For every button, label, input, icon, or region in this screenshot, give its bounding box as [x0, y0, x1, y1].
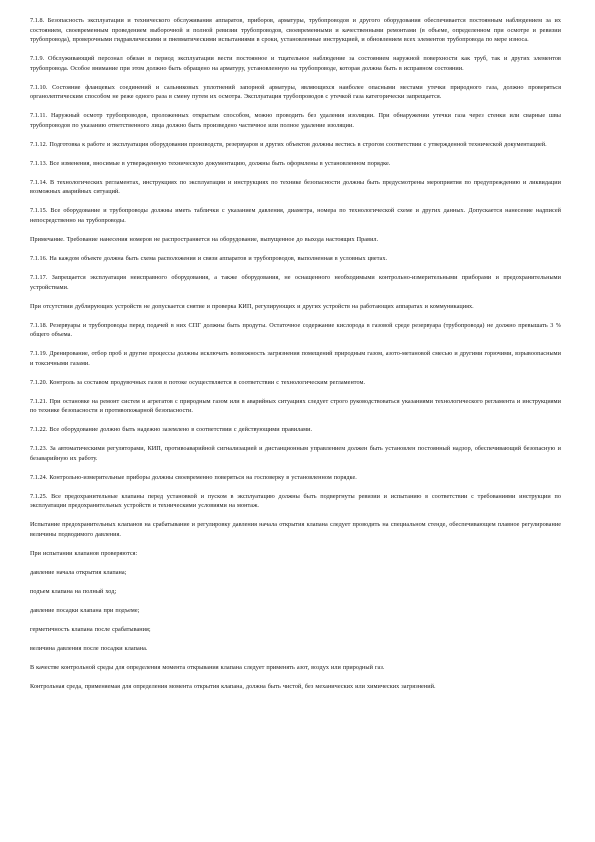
paragraph-7-1-11: 7.1.11. Наружный осмотр трубопроводов, проложенных открытым способом, можно проводить без удаления изоляции. При обнаружении утечки газа через стенки или сварные швы трубопроводов по указанию ответственного лица должно быть произведено частичное или полное удаление изоляции.: [30, 112, 561, 129]
paragraph-7-1-21: 7.1.21. При остановке на ремонт систем и агрегатов с природным газом или в аварийных ситуациях следует строго руководствоваться указаниями технологического регламента и инструкциями по технике безопасности и противопожарной безопасности.: [30, 397, 561, 415]
paragraph-7-1-24: 7.1.24. Контрольно-измерительные приборы должны своевременно поверяться на госповерку в установленном порядке.: [30, 473, 357, 481]
list-item-opening-pressure: давление начала открытия клапана;: [30, 568, 127, 576]
paragraph-7-1-8: 7.1.8. Безопасность эксплуатации и технического обслуживания аппаратов, приборов, арматуры, трубопроводов и другого оборудования обеспечивается постоянным наблюдением за их состоянием, своевременным проведением выборочной и полной ревизии трубопроводов, своевременными и качественными ремонтами (в объеме, определенном при осмотре и ревизии трубопровода), проверочными гидравлическими и пневматическими испытаниями в сроки, установленные инструкцией, и обновлением всех элементов трубопровода по мере износа.: [30, 17, 561, 44]
paragraph-7-1-18: 7.1.18. Резервуары и трубопроводы перед подачей в них СПГ должны быть продуты. Остаточное содержание кислорода в газовой среде резервуара (трубопровода) не должно превышать 3 % общего объема.: [30, 321, 561, 339]
paragraph-control-medium-purity: Контрольная среда, применяемая для определения момента открытия клапана, должна быть чистой, без механических или химических загрязнений.: [30, 682, 436, 690]
list-item-tightness: герметичность клапана после срабатывания;: [30, 625, 151, 633]
paragraph-7-1-25: 7.1.25. Все предохранительные клапаны перед установкой и пуском в эксплуатацию должны быть подвергнуты ревизии и испытанию в соответствии с требованиями инструкции по эксплуатации предохранительных устройств и техническими условиями на монтаж.: [30, 492, 561, 510]
paragraph-valve-test-stand: Испытание предохранительных клапанов на срабатывание и регулировку давления начала открытия клапана следует проводить на специальном стенде, обеспечивающем плавное регулирование величины подводимого давления.: [30, 521, 561, 538]
paragraph-7-1-22: 7.1.22. Все оборудование должно быть надежно заземлено в соответствии с действующими правилами.: [30, 426, 313, 434]
paragraph-7-1-15: 7.1.15. Все оборудование и трубопроводы должны иметь таблички с указанием давления, диаметра, номера по технологической схеме и других данных. Допускается нанесение надписей непосредственно на трубопроводы.: [30, 207, 561, 225]
paragraph-7-1-19: 7.1.19. Дренирование, отбор проб и другие процессы должны исключать возможность загрязнения помещений природным газом, азото-метановой смесью и другими горючими, взрывоопасными и токсичными газами.: [30, 350, 561, 367]
paragraph-7-1-23: 7.1.23. За автоматическими регуляторами, КИП, противоаварийной сигнализацией и дистанционным управлением должен быть установлен постоянный надзор, обеспечивающий безопасную и безаварийную их работу.: [30, 445, 561, 462]
paragraph-7-1-16: 7.1.16. На каждом объекте должна быть схема расположения и связи аппаратов и трубопроводов, выполненная в условных цветах.: [30, 255, 388, 263]
paragraph-7-1-20: 7.1.20. Контроль за составом продувочных газов в потоке осуществляется в соответствии с технологическим регламентом.: [30, 378, 366, 386]
paragraph-7-1-10: 7.1.10. Состояние фланцевых соединений и сальниковых уплотнений запорной арматуры, являющихся наиболее опасными местами утечки природного газа, должно проверяться органолептическим способом не реже одного раза в смену путем их осмотра. Эксплуатация трубопроводов с утечкой газа категорически запрещается.: [30, 83, 561, 101]
paragraph-7-1-12: 7.1.12. Подготовка к работе и эксплуатация оборудования производств, резервуаров и других объектов должны вестись в строгом соответствии с утвержденной технической документацией.: [30, 140, 547, 148]
paragraph-kip-check: При отсутствии дублирующих устройств не допускается снятие и проверка КИП, регулирующих и других устройств на работающих аппаратах и коммуникациях.: [30, 302, 474, 310]
list-item-pressure-after-seating: величина давления после посадки клапана.: [30, 644, 148, 652]
list-item-seating-pressure: давление посадки клапана при подъеме;: [30, 606, 140, 614]
paragraph-note: Примечание. Требование нанесения номеров не распространяется на оборудование, выпущенное до выхода настоящих Правил.: [30, 236, 379, 244]
paragraph-7-1-14: 7.1.14. В технологических регламентах, инструкциях по эксплуатации и инструкциях по технике безопасности должны быть предусмотрены мероприятия по предупреждению и ликвидации возможных аварийных ситуаций.: [30, 178, 561, 196]
paragraph-7-1-13: 7.1.13. Все изменения, вносимые в утвержденную техническую документацию, должны быть оформлены в установленном порядке.: [30, 159, 391, 167]
paragraph-7-1-9: 7.1.9. Обслуживающий персонал обязан в период эксплуатации вести постоянное и тщательное наблюдение за состоянием наружной поверхности как труб, так и других элементов трубопровода. Особое внимание при этом должно быть обращено на арматуру, установленную на трубопроводе, которая должна быть в исправном состоянии.: [30, 55, 561, 72]
paragraph-control-medium: В качестве контрольной среды для определения момента открывания клапана следует применять азот, воздух или природный газ.: [30, 663, 385, 671]
paragraph-7-1-17: 7.1.17. Запрещается эксплуатация неисправного оборудования, а также оборудования, не оснащенного необходимыми контрольно-измерительными приборами и предохранительными устройствами.: [30, 274, 561, 291]
list-item-full-lift: подъем клапана на полный ход;: [30, 587, 117, 595]
paragraph-checks-intro: При испытании клапанов проверяются:: [30, 549, 138, 557]
